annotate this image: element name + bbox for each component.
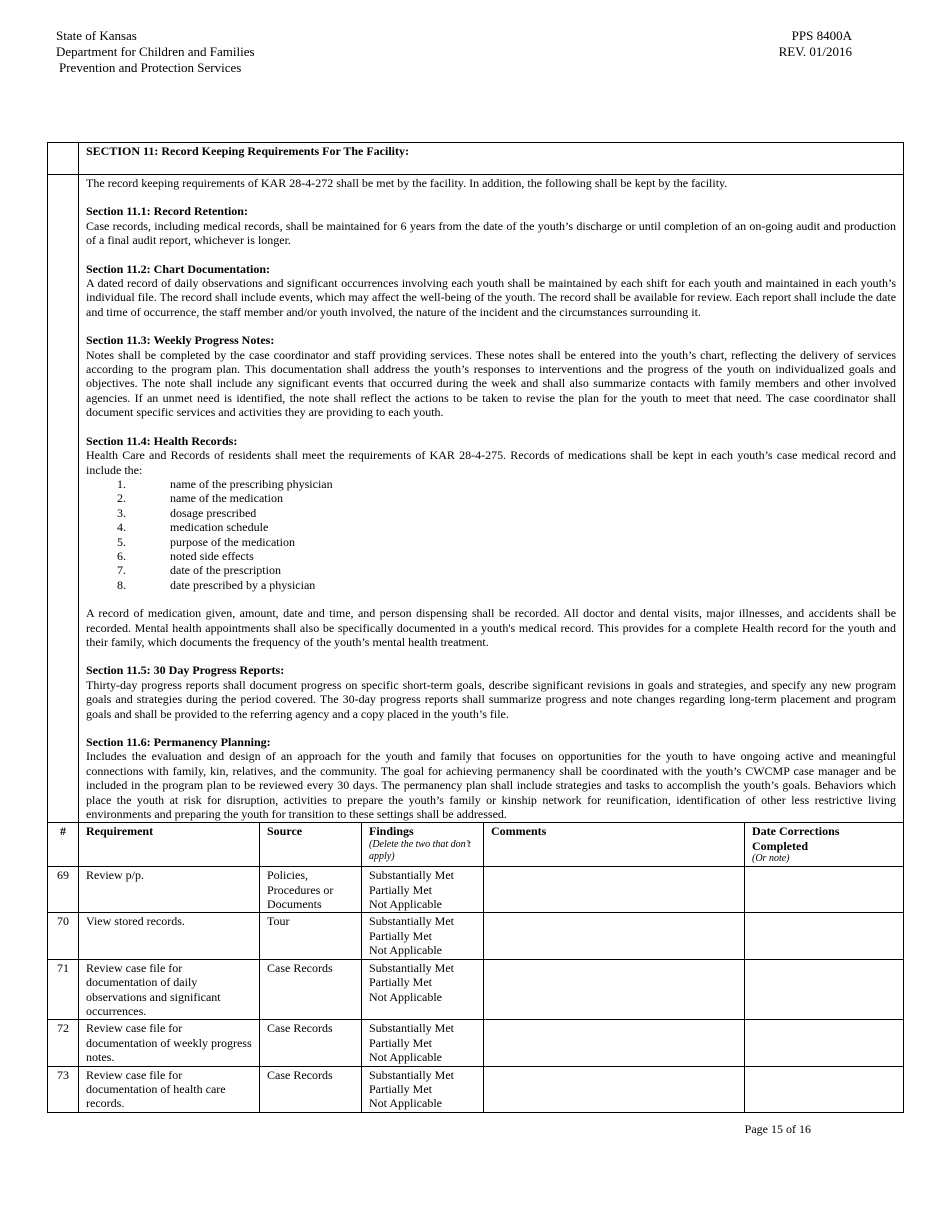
section-heading: Section 11.1: Record Retention: [86,204,248,219]
list-item: 6. noted side effects [117,548,254,563]
list-item: 3. dosage prescribed [117,505,257,520]
table-row [48,1020,904,1066]
section-11-1 [86,204,896,247]
row-date-corrections[interactable] [745,867,904,913]
row-number: 69 [48,867,79,913]
table-row [48,959,904,1020]
row-requirement: Review case file for documentation of weekly progress notes. [79,1020,260,1066]
list-item: 8. date prescribed by a physician [117,577,316,592]
row-source: Case Records [260,959,362,1020]
row-date-corrections[interactable] [745,913,904,959]
col-header-requirement: Requirement [79,823,260,867]
health-records-followup: A record of medication given, amount, date and time, and person dispensing shall be recorded. All doctor and dental visits, major illnesses, and accidents shall be recorded. Mental health appointments shall also be specifically documented in a youth's medical record. This provides for a complete Health record for the youth and their family, which documents the frequency of the youth’s mental health treatment. [86,606,897,649]
section-text: A dated record of daily observations and significant occurrences involving each youth shall be maintained by each shift for each youth and maintained in each youth’s individual file. The record shall include events, which may affect the well-being of the youth. The record shall be available for review. Each report shall include the date and time of occurrence, the staff member and/or youth involved, the nature of the incident and the circumstances surrounding it. [86,276,897,319]
date-corrections-note: (Or note) [752,853,790,865]
finding-option: Partially Met [369,1035,432,1050]
section-heading: Section 11.5: 30 Day Progress Reports: [86,663,285,678]
finding-option: Substantially Met [369,1021,454,1036]
section-heading: Section 11.6: Permanency Planning: [86,735,271,749]
row-requirement: Review case file for documentation of daily observations and significant occurrences. [79,959,260,1020]
blank-cell [48,175,79,823]
form-revision: REV. 01/2016 [778,44,852,59]
section-text: Thirty-day progress reports shall document progress on specific short-term goals, describe significant revisions in goals and strategies, and specify any new program goals and strategies during the period covered. The 30-day progress reports shall summarize progress and note changes regarding long-term placement and program goals and shall be provided to the referring agency and a copy placed in the youth’s file. [86,677,897,721]
list-item: 1. name of the prescribing physician [117,476,333,491]
col-header-comments: Comments [484,823,745,867]
section-11-5 [86,663,896,721]
section-11-6 [86,735,896,821]
finding-option: Not Applicable [369,943,442,958]
section-title: SECTION 11: Record Keeping Requirements For The Facility: [79,143,904,175]
section-heading: Section 11.3: Weekly Progress Notes: [86,333,275,348]
row-comments[interactable] [484,1020,745,1066]
findings-note: (Delete the two that don’t apply) [369,838,471,862]
finding-option: Substantially Met [369,960,454,975]
row-number: 71 [48,959,79,1020]
header-department: Department for Children and Families [56,44,255,59]
requirements-table [47,142,904,1113]
section-11-3 [86,333,896,419]
row-comments[interactable] [484,913,745,959]
finding-option: Partially Met [369,882,432,897]
section-body [79,175,904,823]
row-findings[interactable] [362,913,484,959]
row-findings[interactable] [362,959,484,1020]
section-text: Notes shall be completed by the case coordinator and staff providing services. These notes shall be entered into the youth’s chart, reflecting the delivery of services according to the program plan. This documentation shall address the youth’s responses to interventions and the progress of the youth on individualized goals and objectives. The note shall include any significant events that occurred during the week and shall also summarize contacts with family members and other involved agencies. If an unmet need is identified, the note shall reflect the actions to be taken to revise the plan for the youth to meet that need. The case coordinator shall document specific services and activities they are providing to each youth. [86,347,897,420]
section-text: Includes the evaluation and design of an approach for the youth and family that focuses on opportunities for the youth to have ongoing active and meaningful connections with family, kin, relatives, and the community. The goal for achieving permanency shall be coordinated with the youth’s CWCMP case manager and be included in the program plan to be reviewed every 30 days. The permanency plan shall include strategies and tasks to accomplish the youth’s goals. Behaviors which place the youth at risk for disruption, activities to prepare the youth’s family or kinship network for reunification, identification of other less restrictive living environments and preparing the youth for transition to these settings shall be addressed. [86,749,897,822]
row-comments[interactable] [484,959,745,1020]
page-number: Page 15 of 16 [744,1122,811,1136]
row-date-corrections[interactable] [745,959,904,1020]
list-item: 7. date of the prescription [117,563,281,578]
table-row [48,913,904,959]
finding-option: Partially Met [369,1081,432,1096]
finding-option: Not Applicable [369,989,442,1004]
row-requirement: Review p/p. [79,867,260,913]
col-header-findings [362,823,484,867]
row-findings[interactable] [362,867,484,913]
row-number: 73 [48,1066,79,1112]
list-item: 2. name of the medication [117,491,283,506]
section-text: Health Care and Records of residents shall meet the requirements of KAR 28-4-275. Records of medications shall be kept in each youth’s case medical record and include the: [86,448,897,477]
row-date-corrections[interactable] [745,1066,904,1112]
row-findings[interactable] [362,1066,484,1112]
finding-option: Substantially Met [369,914,454,929]
col-header-date-corrections [745,823,904,867]
row-requirement: View stored records. [79,913,260,959]
medication-list [86,477,896,592]
section-heading: Section 11.2: Chart Documentation: [86,261,270,276]
finding-option: Substantially Met [369,1067,454,1082]
row-source: Policies, Procedures or Documents [260,867,362,913]
section-11-4 [86,434,896,592]
section-text: Case records, including medical records, shall be maintained for 6 years from the date of the youth’s discharge or until completion of an on-going audit and production of a final audit report, whichever is longer. [86,218,897,248]
col-header-number: # [48,823,79,867]
header-state: State of Kansas [56,28,137,43]
finding-option: Partially Met [369,928,432,943]
finding-option: Not Applicable [369,897,442,912]
col-header-source: Source [260,823,362,867]
row-date-corrections[interactable] [745,1020,904,1066]
finding-option: Substantially Met [369,868,454,883]
row-source: Case Records [260,1020,362,1066]
table-row [48,867,904,913]
list-item: 4. medication schedule [117,520,269,535]
intro-text: The record keeping requirements of KAR 28-4-272 shall be met by the facility. In addition, the following shall be kept by the facility. [86,176,728,190]
header-division: Prevention and Protection Services [59,60,242,75]
findings-label: Findings [369,824,414,839]
row-comments[interactable] [484,1066,745,1112]
row-findings[interactable] [362,1020,484,1066]
header-agency [56,28,255,76]
blank-cell [48,143,79,175]
row-number: 72 [48,1020,79,1066]
finding-option: Not Applicable [369,1096,442,1111]
row-source: Tour [260,913,362,959]
finding-option: Not Applicable [369,1050,442,1065]
section-heading: Section 11.4: Health Records: [86,433,238,448]
list-item: 5. purpose of the medication [117,534,295,549]
finding-option: Partially Met [369,975,432,990]
table-row [48,1066,904,1112]
row-number: 70 [48,913,79,959]
row-requirement: Review case file for documentation of health care records. [79,1066,260,1112]
date-corrections-label: Date Corrections Completed [752,824,840,853]
section-11-2 [86,262,896,320]
form-number: PPS 8400A [791,28,852,43]
section-title-row [48,143,904,175]
row-comments[interactable] [484,867,745,913]
table-header-row [48,823,904,867]
row-source: Case Records [260,1066,362,1112]
header-form-id [779,28,852,60]
section-body-row [48,175,904,823]
